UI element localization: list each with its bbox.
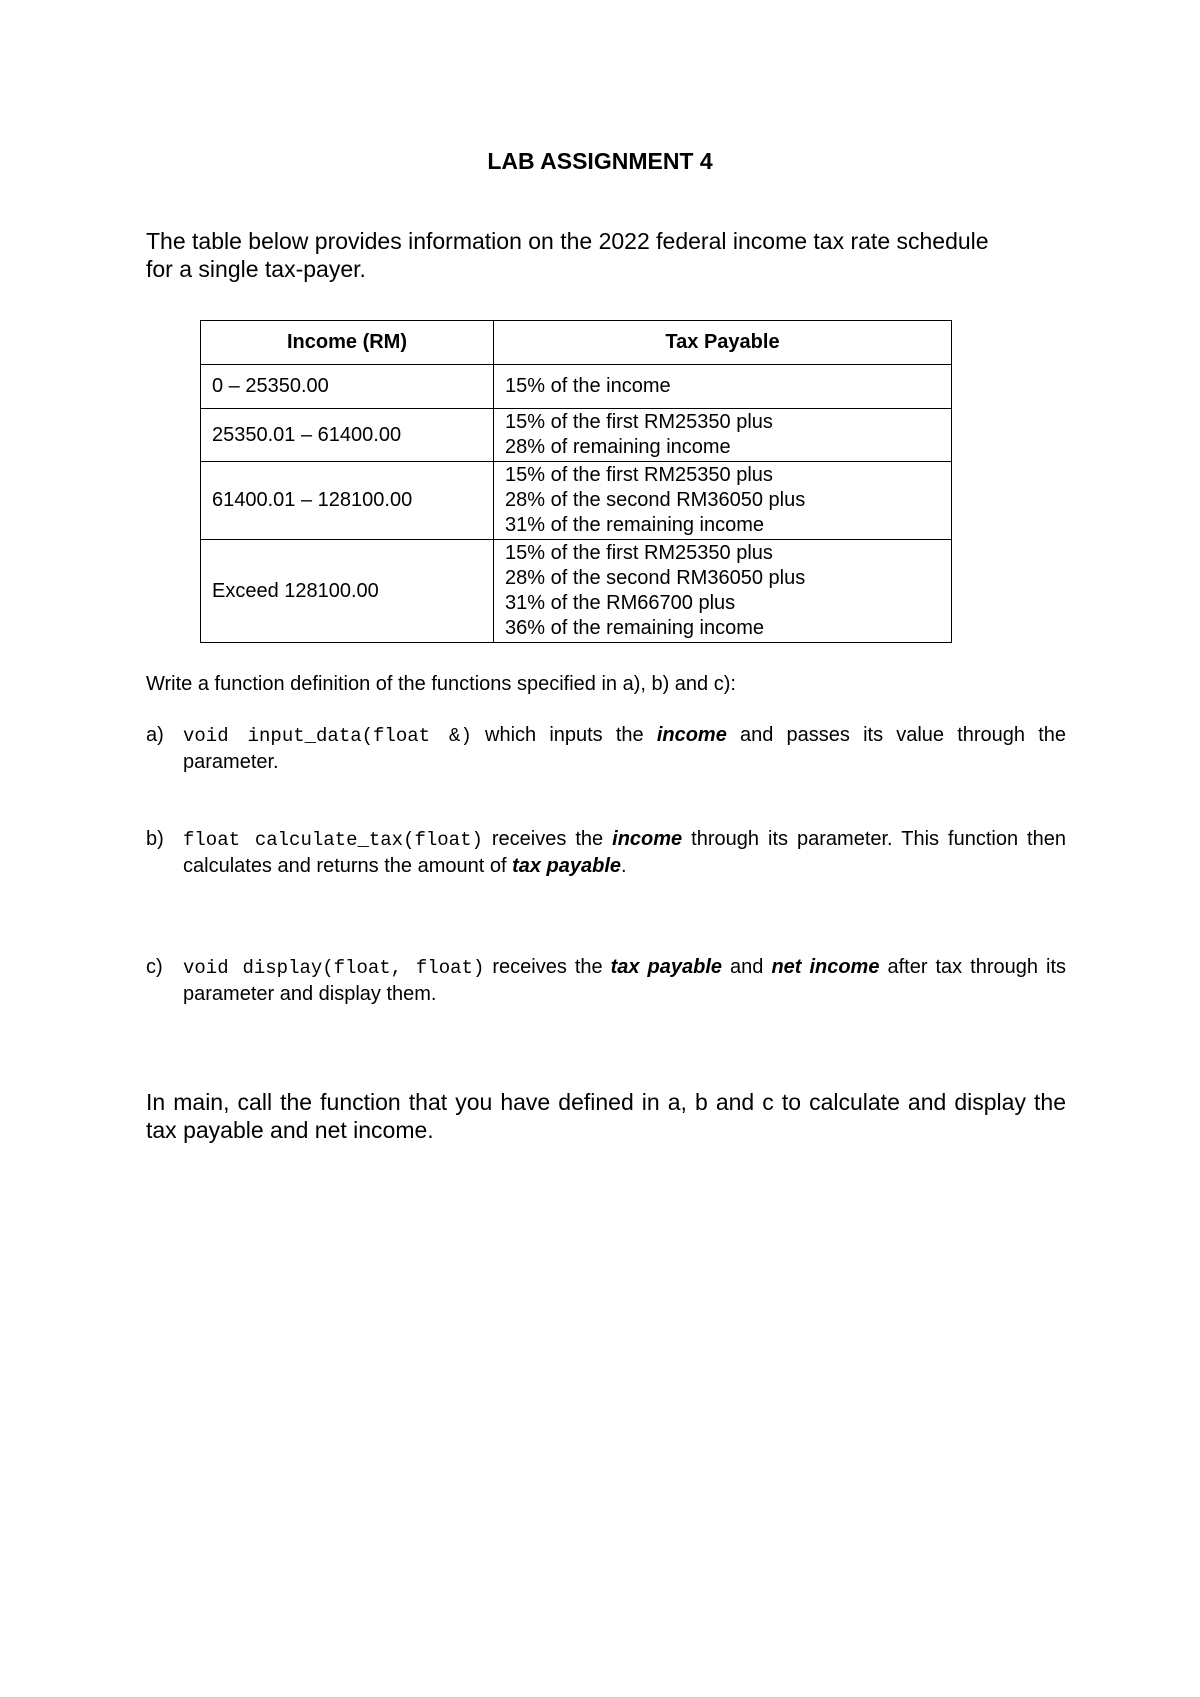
tax-line: 28% of remaining income bbox=[505, 436, 731, 458]
code-signature: void display(float, float) bbox=[183, 957, 485, 979]
item-text: . bbox=[621, 855, 627, 877]
tax-line: 31% of the RM66700 plus bbox=[505, 592, 736, 614]
closing-paragraph: In main, call the function that you have defined in a, b and c to calculate and display the tax payable and net income. bbox=[146, 1089, 1066, 1143]
emphasis-text: income bbox=[656, 724, 727, 746]
emphasis-text: tax payable bbox=[610, 956, 723, 978]
tax-line: 31% of the remaining income bbox=[505, 514, 765, 536]
income-cell: 25350.01 – 61400.00 bbox=[201, 409, 494, 462]
tax-cell bbox=[494, 365, 952, 409]
item-text: receives the bbox=[484, 956, 611, 978]
item-body bbox=[183, 954, 1066, 1007]
emphasis-text: income bbox=[612, 828, 683, 850]
income-cell: 0 – 25350.00 bbox=[201, 365, 494, 409]
tax-line: 28% of the second RM36050 plus bbox=[505, 567, 806, 589]
income-cell: 61400.01 – 128100.00 bbox=[201, 462, 494, 540]
income-cell: Exceed 128100.00 bbox=[201, 540, 494, 643]
item-body bbox=[183, 826, 1066, 879]
item-text: after tax through its parameter and display them. bbox=[183, 956, 1067, 1005]
code-signature: float calculate_tax(float) bbox=[183, 829, 483, 851]
table-header-row bbox=[201, 321, 952, 365]
header-income: Income (RM) bbox=[201, 321, 494, 365]
tax-line: 28% of the second RM36050 plus bbox=[505, 489, 806, 511]
item-label: a) bbox=[146, 724, 164, 746]
tax-rate-table bbox=[200, 320, 952, 643]
tax-line: 15% of the income bbox=[505, 375, 671, 397]
intro-paragraph bbox=[146, 227, 1066, 283]
intro-line-1: The table below provides information on the 2022 federal income tax rate schedule bbox=[146, 228, 989, 254]
emphasis-text: tax payable bbox=[512, 855, 622, 877]
emphasis-text: net income bbox=[771, 956, 880, 978]
item-label: c) bbox=[146, 956, 163, 978]
item-text: and passes its value through the parameter. bbox=[183, 724, 1066, 773]
code-signature: void input_data(float &) bbox=[183, 725, 472, 747]
tax-line: 36% of the remaining income bbox=[505, 617, 765, 639]
tax-line: 15% of the first RM25350 plus bbox=[505, 411, 773, 433]
item-text: receives the bbox=[482, 828, 613, 850]
instructions-lead: Write a function definition of the functions specified in a), b) and c): bbox=[146, 673, 736, 695]
tax-cell bbox=[494, 409, 952, 462]
header-tax-payable: Tax Payable bbox=[494, 321, 952, 365]
item-b bbox=[146, 826, 1066, 879]
item-text: which inputs the bbox=[471, 724, 657, 746]
tax-line: 15% of the first RM25350 plus bbox=[505, 464, 773, 486]
item-body bbox=[183, 722, 1066, 775]
table-row bbox=[201, 409, 952, 462]
item-text: and bbox=[722, 956, 772, 978]
table-row bbox=[201, 462, 952, 540]
table-row bbox=[201, 540, 952, 643]
table-row bbox=[201, 365, 952, 409]
item-c bbox=[146, 954, 1066, 1007]
item-text: through its parameter. This function then calculates and returns the amount of bbox=[183, 828, 1066, 877]
page-title: LAB ASSIGNMENT 4 bbox=[487, 148, 713, 174]
tax-line: 15% of the first RM25350 plus bbox=[505, 542, 773, 564]
item-label: b) bbox=[146, 828, 164, 850]
item-a bbox=[146, 722, 1066, 775]
tax-cell bbox=[494, 462, 952, 540]
intro-line-2: for a single tax-payer. bbox=[146, 256, 366, 282]
tax-cell bbox=[494, 540, 952, 643]
